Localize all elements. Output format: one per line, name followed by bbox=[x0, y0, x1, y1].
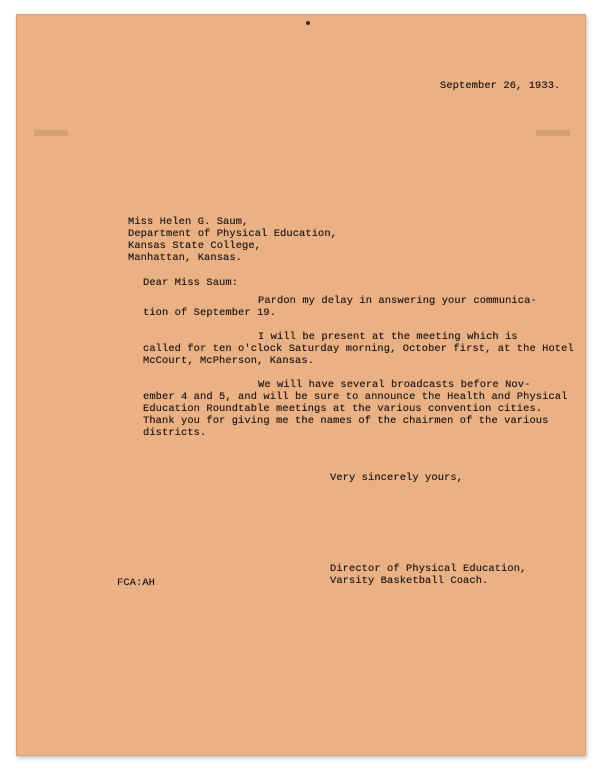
recipient-department: Department of Physical Education, bbox=[128, 228, 338, 240]
paragraph-2-line: I will be present at the meeting which is bbox=[258, 331, 518, 343]
recipient-institution: Kansas State College, bbox=[128, 240, 262, 252]
paragraph-3-line: districts. bbox=[143, 427, 207, 439]
reference-initials: FCA:AH bbox=[117, 577, 156, 589]
salutation: Dear Miss Saum: bbox=[143, 277, 239, 289]
letter-date: September 26, 1933. bbox=[440, 80, 561, 92]
recipient-city: Manhattan, Kansas. bbox=[128, 252, 243, 264]
paragraph-3-line: Thank you for giving me the names of the chairmen of the various bbox=[143, 415, 549, 427]
paragraph-3-line: We will have several broadcasts before Nov- bbox=[258, 379, 531, 391]
paragraph-1-line: tion of September 19. bbox=[143, 307, 277, 319]
signature-title: Director of Physical Education, bbox=[330, 563, 527, 575]
complimentary-close: Very sincerely yours, bbox=[330, 472, 464, 484]
paragraph-3-line: Education Roundtable meetings at the various convention cities. bbox=[143, 403, 543, 415]
paragraph-2-line: called for ten o'clock Saturday morning, October first, at the Hotel bbox=[143, 343, 574, 355]
signature-role: Varsity Basketball Coach. bbox=[330, 575, 489, 587]
paper-blemish bbox=[34, 130, 68, 136]
recipient-name: Miss Helen G. Saum, bbox=[128, 216, 249, 228]
paragraph-2-line: McCourt, McPherson, Kansas. bbox=[143, 355, 315, 367]
letter-page bbox=[16, 14, 586, 756]
paragraph-3-line: ember 4 and 5, and will be sure to announce the Health and Physical bbox=[143, 391, 568, 403]
paragraph-1-line: Pardon my delay in answering your communica- bbox=[258, 295, 537, 307]
paper-blemish bbox=[536, 130, 570, 136]
punch-hole bbox=[306, 21, 310, 25]
